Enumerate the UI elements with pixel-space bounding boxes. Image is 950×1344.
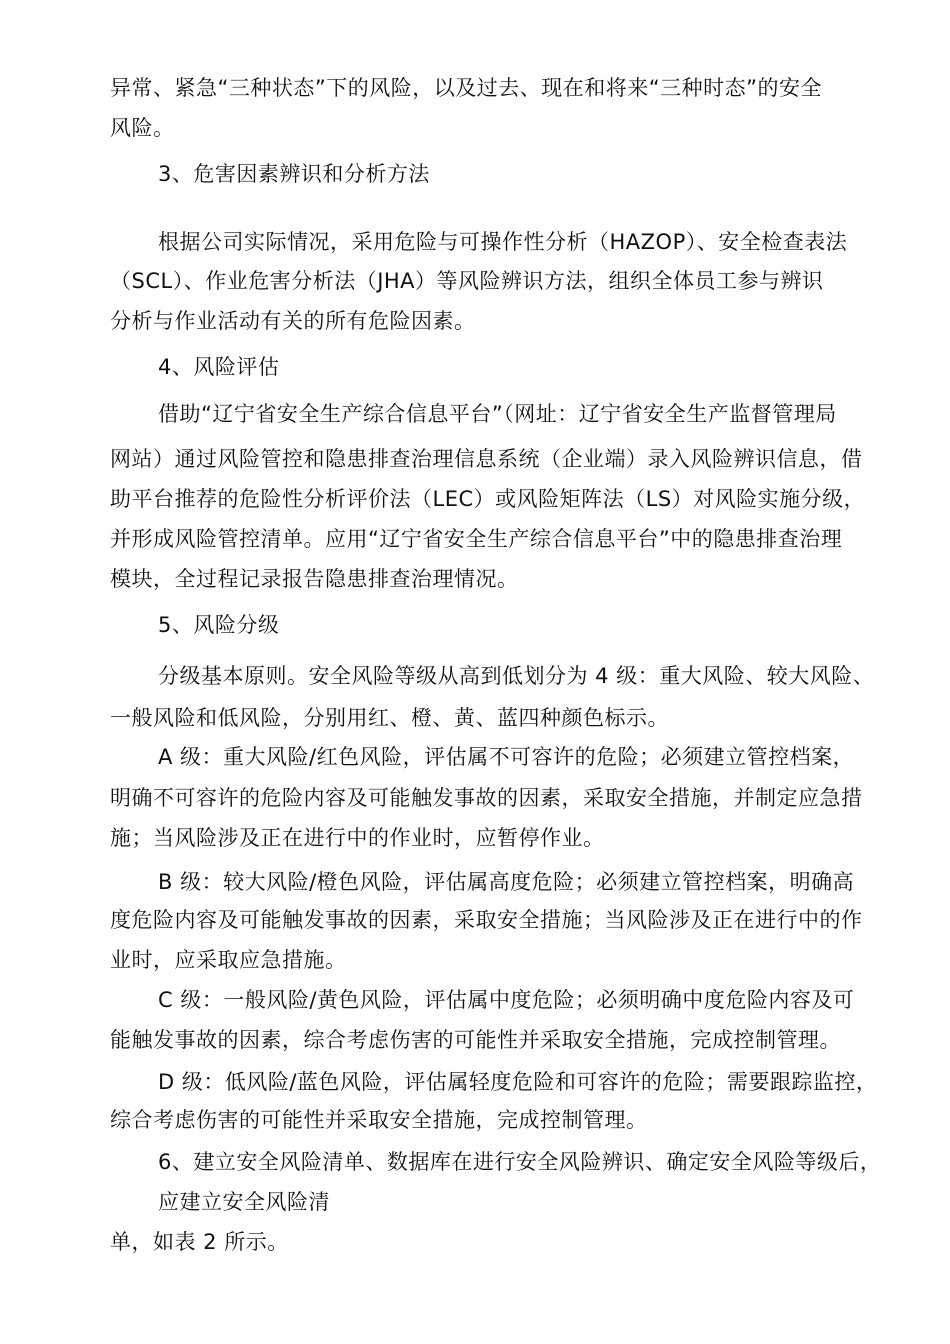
section-6-heading: 6、建立安全风险清单、数据库在进行安全风险辨识、确定安全风险等级后， [158, 1150, 882, 1174]
level-d-line-2: 综合考虑伤害的可能性并采取安全措施，完成控制管理。 [110, 1108, 648, 1132]
section-4-line-3: 助平台推荐的危险性分析评价法（LEC）或风险矩阵法（LS）对风险实施分级， [110, 487, 866, 511]
level-c-line-2: 能触发事故的因素，综合考虑伤害的可能性并采取安全措施，完成控制管理。 [110, 1028, 841, 1052]
section-3-heading: 3、危害因素辨识和分析方法 [158, 162, 430, 186]
level-a-line-1: A 级：重大风险/红色风险，评估属不可容许的危险；必须建立管控档案， [158, 745, 855, 769]
section-6-line-2: 单，如表 2 所示。 [110, 1230, 289, 1254]
section-4-line-4: 并形成风险管控清单。应用“辽宁省安全生产综合信息平台”中的隐患排查治理 [110, 527, 843, 551]
intro-line-2: 风险。 [110, 116, 175, 140]
section-3-line-3: 分析与作业活动有关的所有危险因素。 [110, 309, 476, 333]
level-d-line-1: D 级：低风险/蓝色风险，评估属轻度危险和可容许的危险；需要跟踪监控， [158, 1070, 878, 1094]
section-3-line-1: 根据公司实际情况，采用危险与可操作性分析（HAZOP）、安全检查表法 [158, 230, 848, 254]
section-3-line-2: （SCL）、作业危害分析法（JHA）等风险辨识方法，组织全体员工参与辨识 [110, 269, 824, 293]
section-4-line-1: 借助“辽宁省安全生产综合信息平台”（网址：辽宁省安全生产监督管理局 [158, 402, 837, 426]
principle-line-1: 分级基本原则。安全风险等级从高到低划分为 4 级：重大风险、较大风险、 [158, 664, 875, 688]
level-b-line-3: 业时，应采取应急措施。 [110, 948, 347, 972]
section-4-line-2: 网站）通过风险管控和隐患排查治理信息系统（企业端）录入风险辨识信息，借 [110, 447, 863, 471]
section-5-heading: 5、风险分级 [158, 613, 280, 637]
level-a-line-3: 施；当风险涉及正在进行中的作业时，应暂停作业。 [110, 826, 605, 850]
intro-line-1: 异常、紧急“三种状态”下的风险，以及过去、现在和将来“三种时态”的安全 [110, 76, 823, 100]
section-6-line-1: 应建立安全风险清 [158, 1190, 330, 1214]
level-a-line-2: 明确不可容许的危险内容及可能触发事故的因素，采取安全措施，并制定应急措 [110, 786, 863, 810]
level-b-line-1: B 级：较大风险/橙色风险，评估属高度危险；必须建立管控档案，明确高 [158, 870, 855, 894]
section-4-line-5: 模块，全过程记录报告隐患排查治理情况。 [110, 567, 519, 591]
level-c-line-1: C 级：一般风险/黄色风险，评估属中度危险；必须明确中度危险内容及可 [158, 988, 855, 1012]
level-b-line-2: 度危险内容及可能触发事故的因素，采取安全措施；当风险涉及正在进行中的作 [110, 908, 863, 932]
principle-line-2: 一般风险和低风险，分别用红、橙、黄、蓝四种颜色标示。 [110, 706, 669, 730]
section-4-heading: 4、风险评估 [158, 355, 280, 379]
